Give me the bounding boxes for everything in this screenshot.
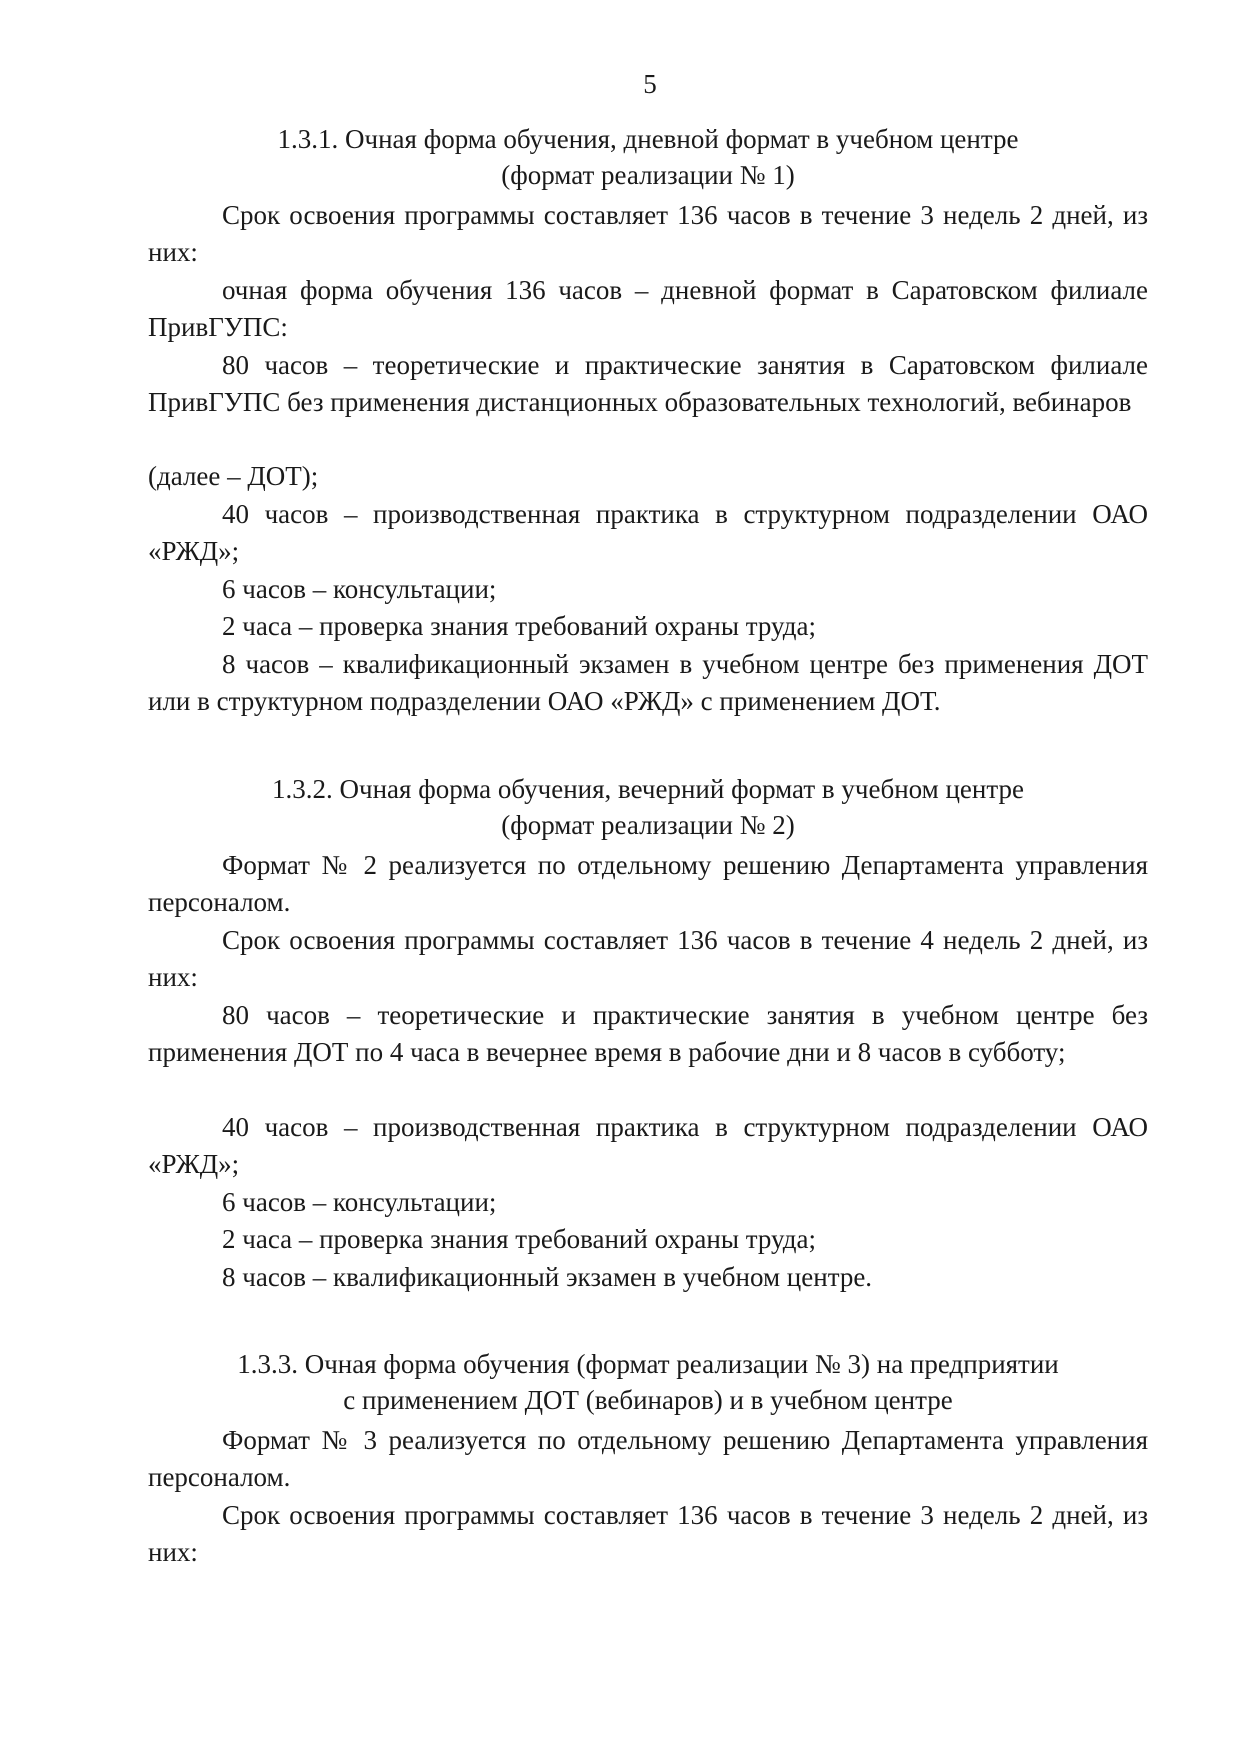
- heading-line: 1.3.1. Очная форма обучения, дневной формат в учебном центре: [277, 124, 1019, 154]
- section-heading-1-3-2: [148, 771, 1148, 843]
- heading-line: (формат реализации № 1): [501, 160, 795, 190]
- paragraph: 2 часа – проверка знания требований охраны труда;: [222, 611, 817, 641]
- page-number: 5: [643, 69, 657, 99]
- heading-line: 1.3.2. Очная форма обучения, вечерний формат в учебном центре: [272, 774, 1024, 804]
- section-heading-1-3-1: [148, 121, 1148, 193]
- paragraph: очная форма обучения 136 часов – дневной формат в Саратовском филиале ПривГУПС:: [148, 275, 1148, 342]
- paragraph: 40 часов – производственная практика в структурном подразделении ОАО «РЖД»;: [148, 499, 1148, 566]
- paragraph: 8 часов – квалификационный экзамен в учебном центре без применения ДОТ или в структурном подразделении ОАО «РЖД» с применением ДОТ.: [148, 649, 1148, 716]
- paragraph: Формат № 3 реализуется по отдельному решению Департамента управления персоналом.: [148, 1425, 1148, 1492]
- heading-line: 1.3.3. Очная форма обучения (формат реализации № 3) на предприятии: [237, 1349, 1059, 1379]
- paragraph: 80 часов – теоретические и практические занятия в учебном центре без применения ДОТ по 4 часа в вечернее время в рабочие дни и 8 часов в субботу;: [148, 1000, 1148, 1067]
- paragraph: 2 часа – проверка знания требований охраны труда;: [222, 1224, 817, 1254]
- heading-line: (формат реализации № 2): [501, 810, 795, 840]
- paragraph: Срок освоения программы составляет 136 часов в течение 3 недель 2 дней, из них:: [148, 1500, 1148, 1567]
- heading-line: с применением ДОТ (вебинаров) и в учебном центре: [343, 1385, 953, 1415]
- paragraph: (далее – ДОТ);: [148, 461, 319, 491]
- paragraph: Формат № 2 реализуется по отдельному решению Департамента управления персоналом.: [148, 850, 1148, 917]
- paragraph: 8 часов – квалификационный экзамен в учебном центре.: [222, 1262, 873, 1292]
- paragraph: 6 часов – консультации;: [222, 1187, 497, 1217]
- section-heading-1-3-3: [148, 1346, 1148, 1418]
- paragraph: Срок освоения программы составляет 136 часов в течение 4 недель 2 дней, из них:: [148, 925, 1148, 992]
- paragraph: Срок освоения программы составляет 136 часов в течение 3 недель 2 дней, из них:: [148, 200, 1148, 267]
- paragraph: 40 часов – производственная практика в структурном подразделении ОАО «РЖД»;: [148, 1112, 1148, 1179]
- paragraph: 6 часов – консультации;: [222, 574, 497, 604]
- paragraph: 80 часов – теоретические и практические занятия в Саратовском филиале ПривГУПС без применения дистанционных образовательных технологий, вебинаров: [148, 350, 1148, 417]
